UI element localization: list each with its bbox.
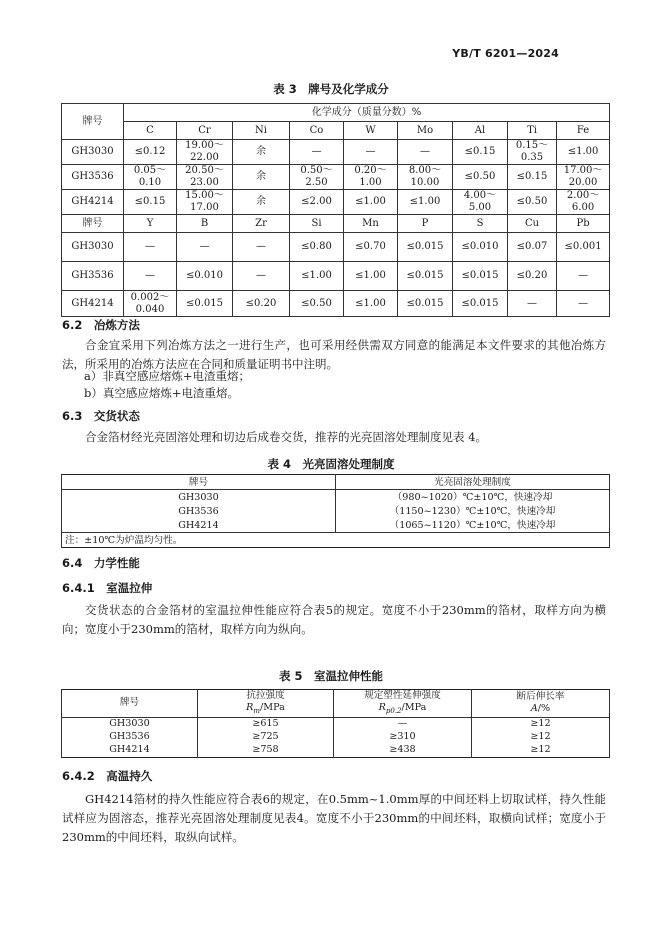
table3-cell: ≤1.00 [344,190,398,215]
table5-cell: GH3030 [62,717,198,731]
table4-cell: GH4214 [62,518,336,533]
table5-cell: ≥12 [472,717,610,731]
table3-grade-cell: GH3030 [62,140,124,165]
table5-cell: ≥12 [472,744,610,758]
table3-grade-cell: GH3536 [62,165,124,190]
table3-cell: ≤0.50 [290,291,344,317]
section-6-4-2-paragraph: GH4214箔材的持久性能应符合表6的规定，在0.5mm~1.0mm厚的中间坯料上切取试样，持久性能试样应为固溶态，推荐光亮固溶处理制度见表4。宽度不小于230mm的中间坯料，取横向试样；宽度小于230mm的中间坯料，取纵向试样。 [62,792,606,844]
table3-cell: ≤0.15 [508,165,557,190]
melting-method-item-b: b）真空感应熔炼+电渣重熔。 [84,386,239,400]
table3-cell: 0.15～ 0.35 [508,140,557,165]
table4-cell: GH3030 [62,490,336,505]
table3-element-header: P [398,215,453,233]
table3-cell: ≤0.001 [557,233,610,262]
table3-cell: 2.00～ 6.00 [557,190,610,215]
table3-cell: ≤0.15 [124,190,177,215]
table3-cell: ≤0.12 [124,140,177,165]
table3-cell: ≤0.15 [453,140,508,165]
table5-cell: GH3536 [62,731,198,744]
table3-element-header: Si [290,215,344,233]
table3-element-header: C [124,122,177,140]
table3-chemical-composition [61,103,610,317]
table5-caption: 表 5 室温拉伸性能 [278,669,383,683]
table5-header-unit: $R_{p0.2}$/MPa [378,702,427,715]
table5-cell: ≥725 [198,731,334,744]
section-6-4-2-heading: 6.4.2 高温持久 [62,769,153,783]
section-6-4-1-paragraph: 交货状态的合金箔材的室温拉伸性能应符合表5的规定。宽度不小于230mm的箔材，取样方向为横向；宽度小于230mm的箔材，取样方向为纵向。 [62,603,606,636]
table3-grade-cell: GH4214 [62,190,124,215]
table3-cell: ≤0.015 [398,291,453,317]
table3-cell: — [398,140,453,165]
table3-cell: — [124,233,177,262]
table3-element-header: Zr [233,215,290,233]
table3-header-grade: 牌号 [62,215,124,233]
table3-cell: — [124,262,177,291]
melting-method-item-a: a）非真空感应熔炼+电渣重熔； [84,369,250,383]
table3-cell: ≤0.50 [453,165,508,190]
table3-cell: — [557,291,610,317]
table3-element-header: Pb [557,215,610,233]
table3-cell: 20.50～ 23.00 [177,165,233,190]
table3-cell: ≤1.00 [290,262,344,291]
table5-cell: — [334,717,472,731]
section-6-4-1-heading: 6.4.1 室温拉伸 [62,581,153,595]
table3-cell: 余 [233,165,290,190]
table3-cell: — [177,233,233,262]
table3-cell: 17.00～ 20.00 [557,165,610,190]
table3-element-header: Ti [508,122,557,140]
table4-cell: （1150~1230）℃±10℃，快速冷却 [336,504,610,518]
section-6-2-heading: 6.2 冶炼方法 [62,318,140,332]
table3-cell: ≤0.015 [453,291,508,317]
section-6-3-heading: 6.3 交货状态 [62,409,140,423]
table5-tensile-properties [61,689,610,758]
table3-cell: ≤0.015 [398,233,453,262]
table5-header-grade: 牌号 [62,690,198,718]
table3-cell: ≤0.015 [453,262,508,291]
table3-cell: ≤0.010 [177,262,233,291]
table3-grade-cell: GH4214 [62,291,124,317]
table5-cell: GH4214 [62,744,198,758]
table5-cell: ≥12 [472,731,610,744]
table3-cell: — [233,262,290,291]
table4-cell: （1065~1120）℃±10℃，快速冷却 [336,518,610,533]
table5-header-label: 抗拉强度 [246,690,285,701]
table3-element-header: Cu [508,215,557,233]
table4-note: 注：±10℃为炉温均匀性。 [62,533,610,548]
table3-element-header: Mo [398,122,453,140]
table3-element-header: Mn [344,215,398,233]
table5-header-yield-strength [334,690,472,718]
table3-cell: ≤2.00 [290,190,344,215]
table3-cell: ≤0.80 [290,233,344,262]
table5-cell: ≥615 [198,717,334,731]
table5-header-unit: $R_m$/MPa [246,702,285,715]
table3-cell: ≤0.015 [398,262,453,291]
table3-grade-cell: GH3536 [62,262,124,291]
table4-header-treatment: 光亮固溶处理制度 [336,475,610,490]
table3-element-header: Fe [557,122,610,140]
table4-solution-treatment [61,474,610,548]
table4-header-grade: 牌号 [62,475,336,490]
table3-cell: — [557,262,610,291]
section-6-4-heading: 6.4 力学性能 [62,556,140,570]
table3-cell: ≤1.00 [344,262,398,291]
table3-caption: 表 3 牌号及化学成分 [273,82,389,96]
table3-cell: — [290,140,344,165]
table3-element-header: Y [124,215,177,233]
table3-element-header: Co [290,122,344,140]
standard-code: YB/T 6201—2024 [452,47,559,60]
table3-header-composition: 化学成分（质量分数）% [124,104,610,122]
table5-cell: ≥438 [334,744,472,758]
table3-element-header: S [453,215,508,233]
table3-cell: 8.00～ 10.00 [398,165,453,190]
table3-cell: — [344,140,398,165]
table5-cell: ≥310 [334,731,472,744]
table5-header-label: 规定塑性延伸强度 [364,690,441,701]
table3-grade-cell: GH3030 [62,233,124,262]
table4-cell: GH3536 [62,504,336,518]
table3-cell: ≤1.00 [398,190,453,215]
table3-cell: 19.00～ 22.00 [177,140,233,165]
table3-cell: ≤0.20 [233,291,290,317]
table3-cell: ≤1.00 [344,291,398,317]
table3-element-header: B [177,215,233,233]
table3-cell: 15.00～ 17.00 [177,190,233,215]
table3-cell: ≤0.010 [453,233,508,262]
table3-element-header: Al [453,122,508,140]
table3-cell: 0.002～ 0.040 [124,291,177,317]
table5-cell: ≥758 [198,744,334,758]
table3-element-header: W [344,122,398,140]
table3-cell: — [508,291,557,317]
table3-header-grade: 牌号 [62,104,124,140]
section-6-2-paragraph: 合金宜采用下列冶炼方法之一进行生产，也可采用经供需双方同意的能满足本文件要求的其他冶炼方法，所采用的冶炼方法应在合同和质量证明书中注明。 [62,338,606,371]
table3-cell: 余 [233,140,290,165]
table5-header-label: 断后伸长率 [516,691,565,703]
table3-cell: ≤1.00 [557,140,610,165]
table5-header-unit: A/% [530,703,551,715]
table3-cell: 0.50～ 2.50 [290,165,344,190]
table3-cell: ≤0.015 [177,291,233,317]
table3-cell: ≤0.70 [344,233,398,262]
table4-cell: （980~1020）℃±10℃，快速冷却 [336,490,610,505]
table3-cell: 0.20～ 1.00 [344,165,398,190]
table3-cell: — [233,233,290,262]
table3-cell: 余 [233,190,290,215]
table3-cell: 0.05～ 0.10 [124,165,177,190]
table3-cell: ≤0.20 [508,262,557,291]
table5-header-elongation [472,690,610,718]
section-6-3-paragraph: 合金箔材经光亮固溶处理和切边后成卷交货，推荐的光亮固溶处理制度见表 4。 [85,430,487,444]
table3-element-header: Ni [233,122,290,140]
table3-cell: ≤0.07 [508,233,557,262]
table5-header-tensile-strength [198,690,334,718]
table3-cell: 4.00～ 5.00 [453,190,508,215]
table4-caption: 表 4 光亮固溶处理制度 [267,457,395,471]
table3-cell: ≤0.50 [508,190,557,215]
table3-element-header: Cr [177,122,233,140]
